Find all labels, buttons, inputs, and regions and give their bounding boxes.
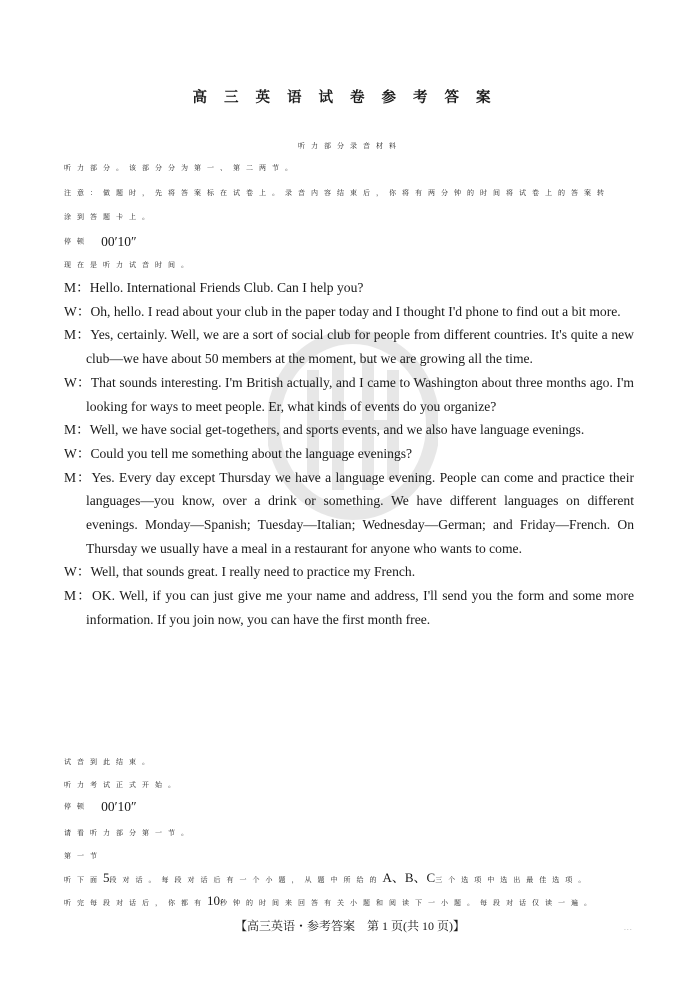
turn-text: That sounds interesting. I'm British actually, and I came to Washington about three months ago. I'm looking for ways to meet people. Er, what kinds of events do you organize?	[86, 374, 634, 414]
dialogue-turn: W：That sounds interesting. I'm British actually, and I came to Washington about three months ago. I'm looking for ways to meet people. Er, what kinds of events do you organize?	[64, 374, 634, 414]
dialogue-turn: M：Yes, certainly. Well, we are a sort of social club for people from different countries. It's quite a new club—we have about 50 members at the moment, but we are growing all the time.	[64, 327, 634, 367]
pause-note-1	[64, 231, 137, 250]
instruction-line-2: 听完每段对话后，你都有10秒钟的时间来回答有关小题和阅读下一小题。每段对话仅读一遍。	[64, 893, 597, 908]
turn-text: Yes. Every day except Thursday we have a language evening. People can come and practice their languages—you know, over a drink or something. We have different languages on different evenings. Monday—Spanish; Tuesday—Italian; Wednesday—German; and Friday—French. On Thursday we usually have a meal in a restaurant for anyone who wants to come.	[86, 469, 634, 556]
speaker-label: M	[64, 422, 77, 438]
sound-test-note: 现在是听力试音时间。	[64, 261, 194, 269]
speaker-label: W	[64, 374, 77, 390]
dialogue-turn: W：Could you tell me something about the language evenings?	[64, 445, 413, 461]
speaker-label: W	[64, 564, 77, 580]
speaker-label: M	[64, 280, 77, 295]
pause-time: 00′10″	[101, 233, 137, 249]
dialogue-turn: W：Well, that sounds great. I really need to practice my French.	[64, 564, 416, 580]
read-section-note: 请看听力部分第一节。	[64, 829, 194, 837]
turn-text: Well, that sounds great. I really need to practice my French.	[90, 564, 416, 580]
intro-line-3: 涂到答题卡上。	[64, 213, 155, 221]
dialogue-transcript	[64, 276, 634, 632]
formal-start-note: 听力考试正式开始。	[64, 781, 181, 789]
dialogue-turn: M：OK. Well, if you can just give me your name and address, I'll send you the form and some more information. If you join now, you can have the first month free.	[64, 588, 634, 627]
turn-text: Well, we have social get-togethers, and sports events, and we also have language evenings.	[89, 422, 585, 438]
turn-text: Could you tell me something about the language evenings?	[90, 445, 413, 461]
turn-text: OK. Well, if you can just give me your name and address, I'll send you the form and some more information. If you join now, you can have the first month free.	[86, 588, 634, 627]
page-footer: 【高三英语・参考答案 第 1 页(共 10 页)】	[235, 919, 465, 933]
pause-label: 停顿	[64, 237, 90, 246]
pause-label: 停顿	[64, 802, 90, 811]
section-heading: 第一节	[64, 852, 103, 860]
pause-time: 00′10″	[101, 798, 137, 814]
turn-text: Yes, certainly. Well, we are a sort of social club for people from different countries. It's quite a new club—we have about 50 members at the moment, but we are growing all the time.	[86, 327, 634, 367]
speaker-label: M	[64, 327, 77, 343]
turn-text: Hello. International Friends Club. Can I help you?	[89, 280, 364, 295]
page-title: 高三英语试卷参考答案	[192, 90, 508, 106]
instruction-line-1: 听下面5段对话。每段对话后有一个小题，从题中所给的A、B、C三个选项中选出最佳选项。	[64, 870, 592, 885]
speaker-label: W	[64, 303, 77, 319]
pause-note-2	[64, 796, 137, 815]
test-end-note: 试音到此结束。	[64, 758, 155, 766]
dialogue-turn: M：Yes. Every day except Thursday we have a language evening. People can come and practice their languages—you know, over a drink or something. We have different languages on different evenings. Monday—Spanish; Tuesday—Italian; Wednesday—German; and Friday—French. On Thursday we usually have a meal in a restaurant for anyone who wants to come.	[64, 469, 634, 556]
turn-text: Oh, hello. I read about your club in the paper today and I thought I'd phone to find out a bit more.	[90, 303, 621, 319]
speaker-label: W	[64, 445, 77, 461]
dialogue-turn: W：Oh, hello. I read about your club in the paper today and I thought I'd phone to find out a bit more.	[64, 303, 621, 319]
dialogue-turn: M：Well, we have social get-togethers, and sports events, and we also have language evenings.	[64, 422, 585, 438]
footer-mark: ...	[624, 925, 633, 932]
speaker-label: M	[64, 469, 77, 485]
dialogue-turn: M：Hello. International Friends Club. Can I help you?	[64, 280, 364, 295]
intro-line-2: 注意：做题时，先将答案标在试卷上。录音内容结束后，你将有两分钟的时间将试卷上的答案转	[64, 189, 610, 197]
speaker-label: M	[64, 588, 77, 604]
intro-line-1: 听力部分。该部分分为第一、第二两节。	[64, 164, 298, 172]
section-subtitle: 听力部分录音材料	[298, 142, 402, 150]
